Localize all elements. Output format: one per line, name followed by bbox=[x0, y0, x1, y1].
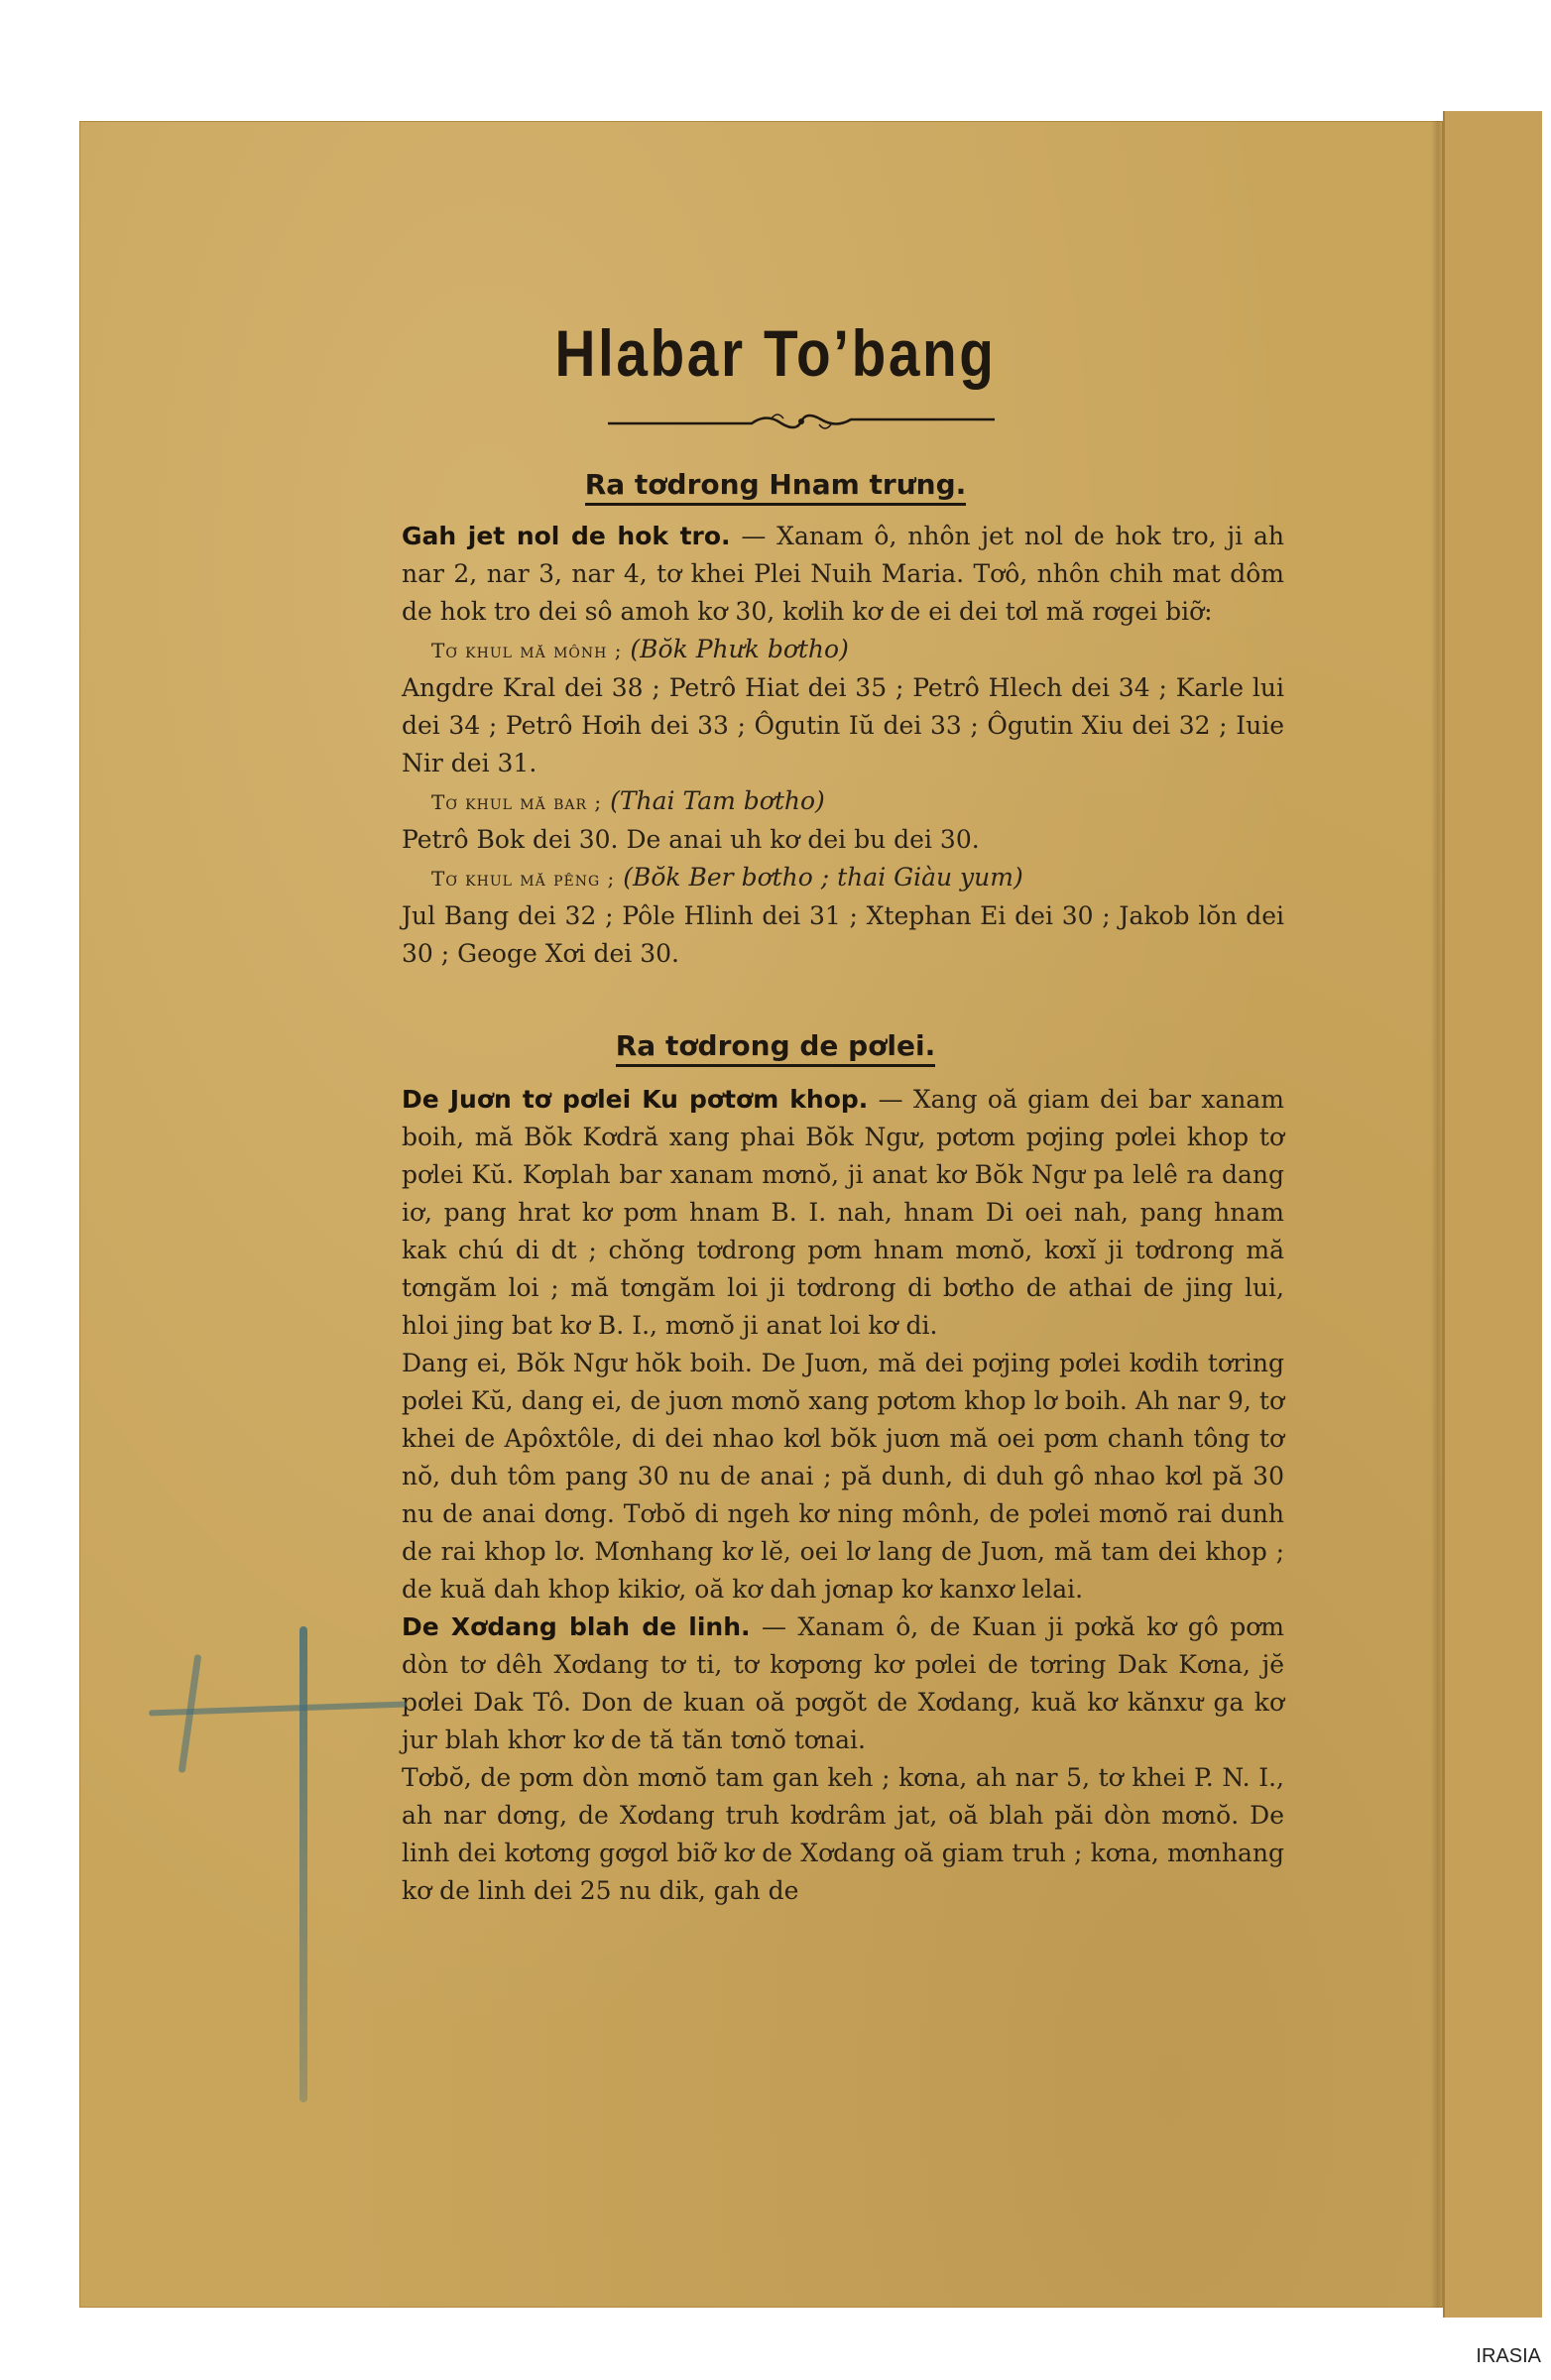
paper-fold-crease bbox=[1431, 121, 1445, 2308]
paragraph-lead: Gah jet nol de hok tro. bbox=[402, 522, 731, 550]
paragraph-dang-ei: Dang ei, Bŏk Ngư hŏk boih. De Juơn, mă dei pơjing pơlei kơdih tơring pơlei Kŭ, dang ei, de juơn mơnŏ xang pơtơm khop lơ boih. Ah nar 9, tơ khei de Apôxtôle, di dei nhao kơl bŏk juơn mă oei pơm chanh tông tơ nŏ, duh tôm pang 30 nu de anai ; pă dunh, di duh gô nhao kơl pă 30 nu de anai dơng. Tơbŏ di ngeh kơ ning mônh, de pơlei mơnŏ rai dunh de rai khop lơ. Mơnhang kơ lĕ, oei lơ lang de Juơn, mă tam dei khop ; de kuă dah khop kikiơ, oă kơ dah jơnap kơ kanxơ lelai. bbox=[402, 1349, 1284, 1604]
paragraph-lead: De Xơdang blah de linh. bbox=[402, 1612, 751, 1641]
group-note: (Thai Tam bơtho) bbox=[610, 786, 825, 815]
group-note: (Bŏk Phưk bơtho) bbox=[630, 635, 849, 663]
paragraph-text: — Xanam ô, nhôn jet nol de hok tro, ji ah nar 2, nar 3, nar 4, tơ khei Plei Nuih Maria. Tơô, nhôn chih mat dôm de hok tro dei sô amoh kơ 30, kơlih kơ de ei dei tơl mă rơgei biỡ: bbox=[402, 522, 1284, 626]
group-label: Tơ khul mă pêng ; bbox=[431, 867, 616, 891]
group-label-line bbox=[342, 782, 1284, 821]
group-label: Tơ khul mă mônh ; bbox=[431, 639, 623, 662]
paragraph-tobo: Tơbŏ, de pơm dòn mơnŏ tam gan keh ; kơna, ah nar 5, tơ khei P. N. I., ah nar dơng, de Xơdang truh kơdrâm jat, oă blah păi dòn mơnŏ. De linh dei kơtơng gơgơl biỡ kơ de Xơdang oă giam truh ; kơna, mơnhang kơ de linh dei 25 nu dik, gah de bbox=[402, 1763, 1284, 1905]
group-list: Angdre Kral dei 38 ; Petrô Hiat dei 35 ; Petrô Hlech dei 34 ; Karle lui dei 34 ; Petrô Hơih dei 33 ; Ôgutin Iŭ dei 33 ; Ôgutin Xiu dei 32 ; Iuie Nir dei 31. bbox=[402, 673, 1284, 777]
group-label-line bbox=[342, 859, 1284, 897]
watermark: IRASIA bbox=[1476, 2345, 1541, 2367]
paragraph-de-juon bbox=[342, 1081, 1284, 1345]
section-heading-hnam-trung bbox=[0, 468, 1551, 501]
section2-body bbox=[342, 1081, 1284, 1910]
paragraph-xodang bbox=[342, 1608, 1284, 1759]
paragraph-lead: De Juơn tơ pơlei Ku pơtơm khop. bbox=[402, 1085, 869, 1114]
ornament-divider-icon bbox=[603, 407, 1000, 436]
group-label: Tơ khul mă bar ; bbox=[431, 790, 603, 814]
paragraph-text: — Xang oă giam dei bar xanam boih, mă Bŏk Kơdră xang phai Bŏk Ngư, pơtơm pơjing pơlei khop tơ pơlei Kŭ. Kơplah bar xanam mơnŏ, ji anat kơ Bŏk Ngư pa lelê ra dang iơ, pang hrat kơ pơm hnam B. I. nah, hnam Di oei nah, pang hnam kak chú di dt ; chŏng tơdrong pơm hnam mơnŏ, kơxĭ ji tơdrong mă tơngăm loi ; mă tơngăm loi ji tơdrong di bơtho de athai de jing lui, hloi jing bat kơ B. I., mơnŏ ji anat loi kơ di. bbox=[402, 1085, 1284, 1340]
section-heading-text: Ra tơdrong de pơlei. bbox=[616, 1029, 936, 1067]
paragraph-hok-tro bbox=[342, 518, 1284, 631]
group-note: (Bŏk Ber bơtho ; thai Giàu yum) bbox=[623, 863, 1023, 892]
page-title: Hlabar To’bang bbox=[554, 316, 997, 390]
section-heading-de-polei bbox=[0, 1029, 1551, 1062]
pencil-mark bbox=[299, 1626, 307, 2102]
section1-body bbox=[342, 518, 1284, 973]
section-heading-text: Ra tơdrong Hnam trưng. bbox=[585, 468, 967, 506]
group-label-line bbox=[342, 631, 1284, 669]
group-list: Petrô Bok dei 30. De anai uh kơ dei bu dei 30. bbox=[402, 825, 980, 854]
paper-next-sheet-edge bbox=[1443, 111, 1542, 2318]
paragraph-text: — Xanam ô, de Kuan ji pơkă kơ gô pơm dòn tơ dêh Xơdang tơ ti, tơ kơpơng kơ pơlei de tơring Dak Kơna, jĕ pơlei Dak Tô. Don de kuan oă pơgŏt de Xơdang, kuă kơ kănxư ga kơ jur blah khơr kơ de tă tăn tơnŏ tơnai. bbox=[402, 1612, 1284, 1754]
group-list: Jul Bang dei 32 ; Pôle Hlinh dei 31 ; Xtephan Ei dei 30 ; Jakob lŏn dei 30 ; Geoge Xơi dei 30. bbox=[402, 901, 1284, 968]
